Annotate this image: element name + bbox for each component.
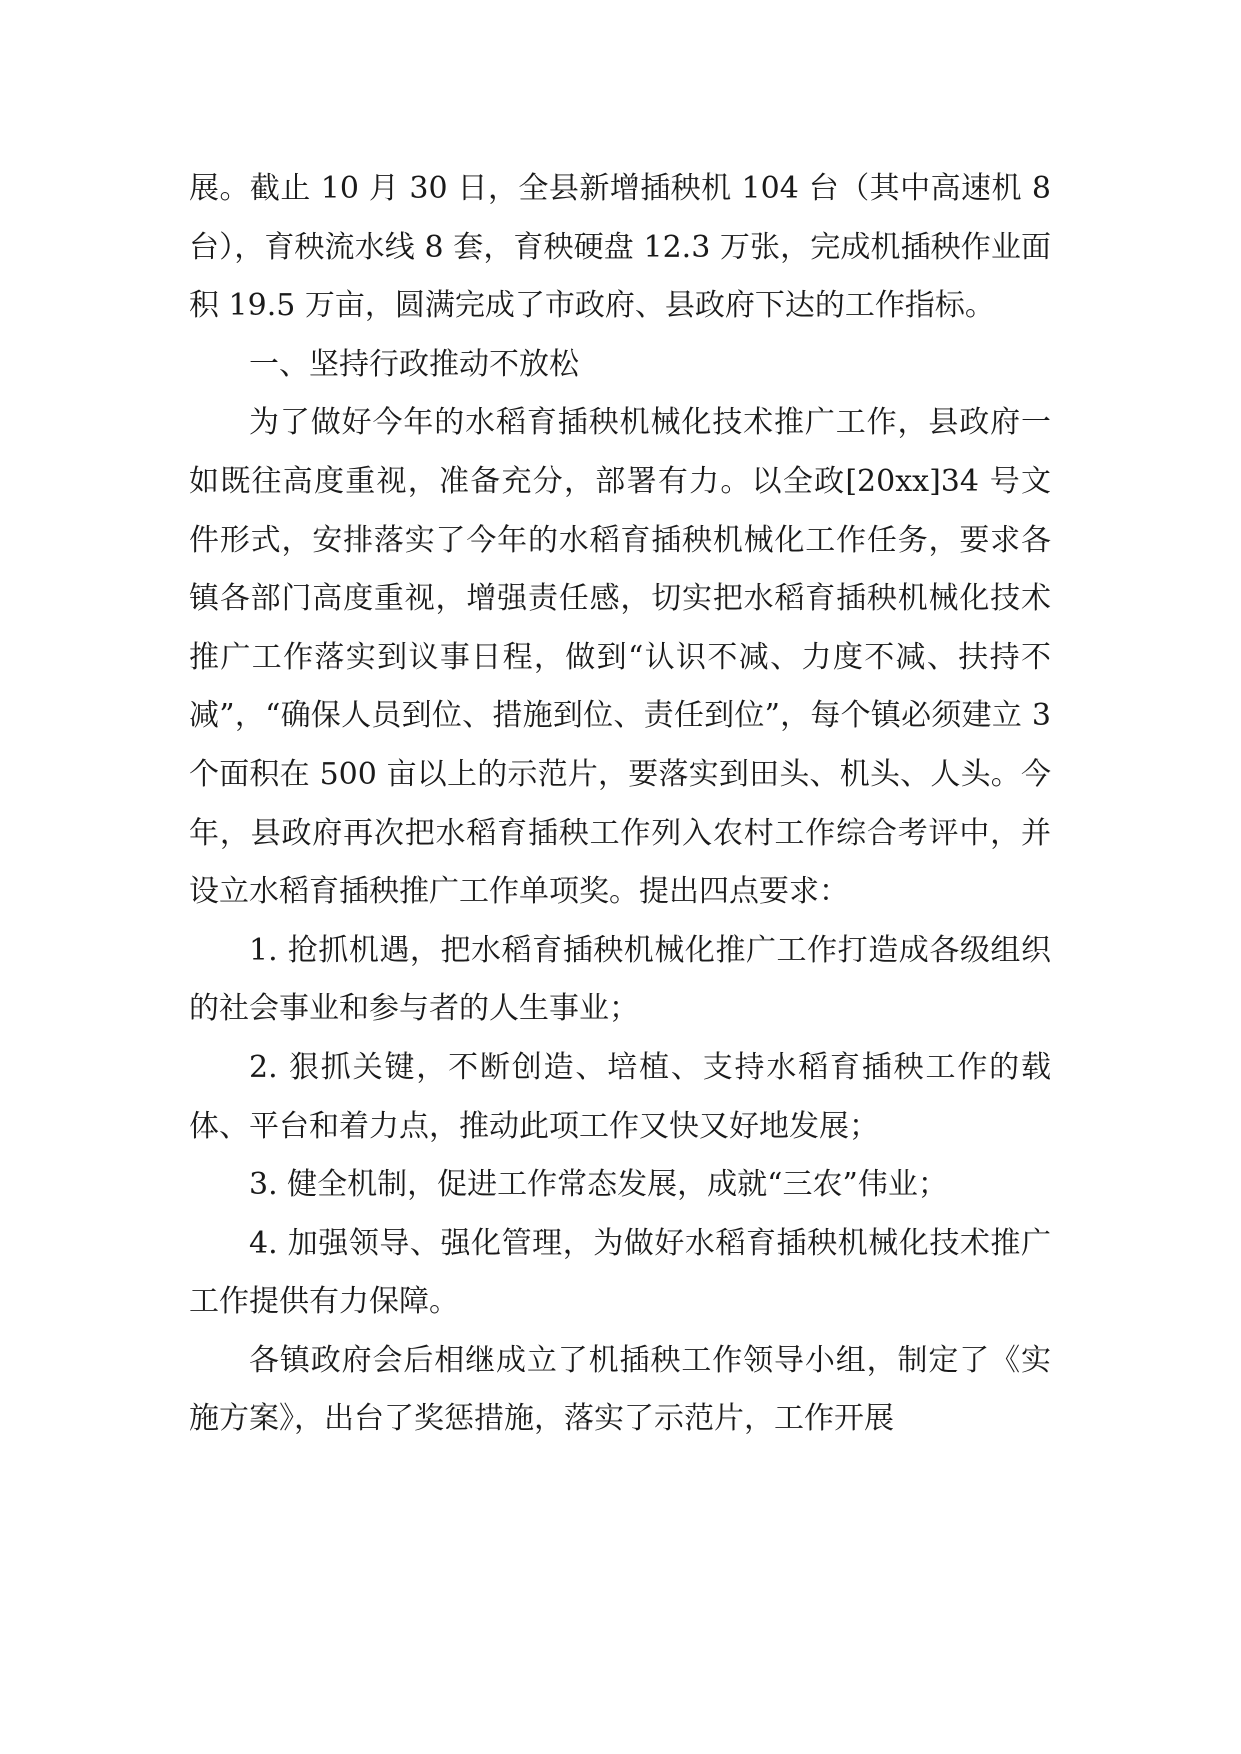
document-body	[189, 160, 1051, 1449]
paragraph-1: 展。截止 10 月 30 日，全县新增插秧机 104 台（其中高速机 8 台），育秧流水线 8 套，育秧硬盘 12.3 万张，完成机插秧作业面积 19.5 万亩，圆满完成了市政府、县政府下达的工作指标。	[189, 171, 1051, 324]
requirement-2: 2. 狠抓关键，不断创造、培植、支持水稻育插秧工作的载体、平台和着力点，推动此项工作又快又好地发展；	[189, 1049, 1051, 1144]
section-heading: 一、坚持行政推动不放松	[249, 346, 579, 382]
requirement-3: 3. 健全机制，促进工作常态发展，成就“三农”伟业；	[249, 1167, 948, 1203]
requirement-4: 4. 加强领导、强化管理，为做好水稻育插秧机械化技术推广工作提供有力保障。	[189, 1225, 1051, 1320]
paragraph-8: 各镇政府会后相继成立了机插秧工作领导小组，制定了《实施方案》，出台了奖惩措施，落实了示范片，工作开展	[189, 1342, 1051, 1437]
paragraph-3: 为了做好今年的水稻育插秧机械化技术推广工作，县政府一如既往高度重视，准备充分，部署有力。以全政[20xx]34 号文件形式，安排落实了今年的水稻育插秧机械化工作任务，要求各镇各部门高度重视，增强责任感，切实把水稻育插秧机械化技术推广工作落实到议事日程，做到“认识不减、力度不减、扶持不减”，“确保人员到位、措施到位、责任到位”，每个镇必须建立 3 个面积在 500 亩以上的示范片，要落实到田头、机头、人头。今年，县政府再次把水稻育插秧工作列入农村工作综合考评中，并设立水稻育插秧推广工作单项奖。提出四点要求：	[189, 405, 1051, 910]
requirement-1: 1. 抢抓机遇，把水稻育插秧机械化推广工作打造成各级组织的社会事业和参与者的人生事业；	[189, 932, 1051, 1027]
